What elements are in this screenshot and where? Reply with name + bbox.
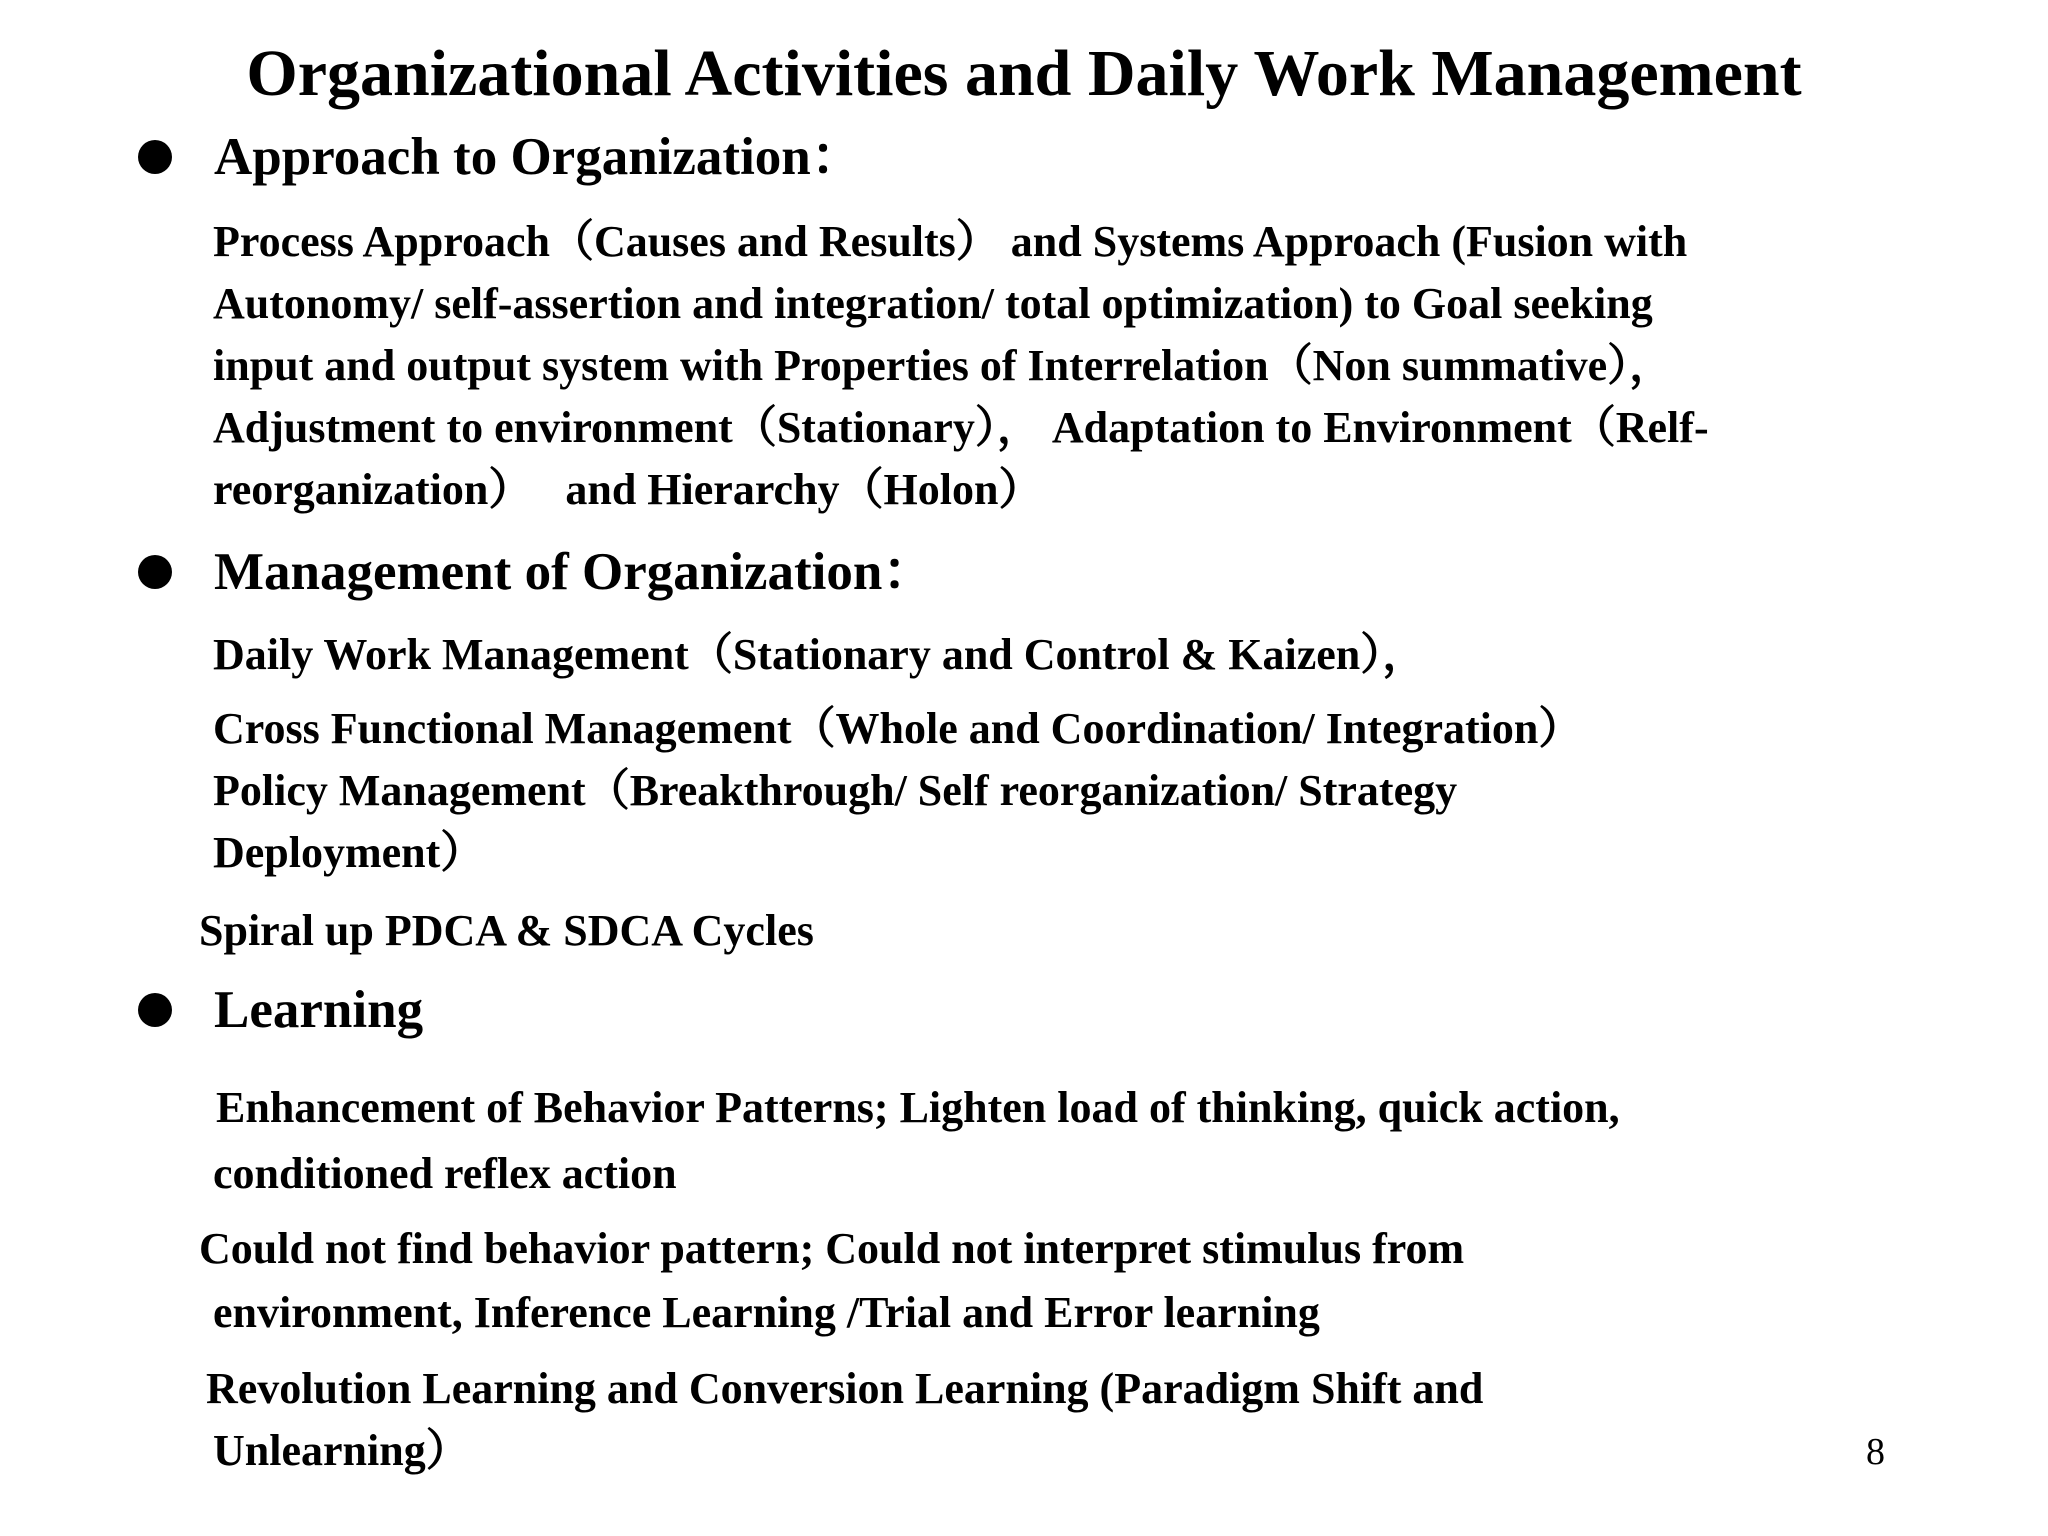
text-line: Adjustment to environment（Stationary）， Adaptation to Environment（Relf- — [213, 403, 1709, 452]
bullet-management-of-organization — [138, 537, 935, 607]
bullet-dot-icon — [138, 140, 172, 174]
text-line: Enhancement of Behavior Patterns; Lighten load of thinking, quick action, — [216, 1083, 1620, 1132]
text-line: environment, Inference Learning /Trial and Error learning — [213, 1288, 1320, 1337]
page-number: 8 — [1866, 1431, 1885, 1473]
text-line: Daily Work Management（Stationary and Control & Kaizen）， — [213, 630, 1427, 679]
text-line: Policy Management（Breakthrough/ Self reorganization/ Strategy — [213, 766, 1458, 815]
text-line: Could not find behavior pattern; Could not interpret stimulus from — [199, 1224, 1465, 1273]
text-line: reorganization） and Hierarchy（Holon） — [213, 465, 1043, 514]
text-line: input and output system with Properties of Interrelation（Non summative）， — [213, 341, 1674, 390]
text-line: Unlearning） — [213, 1426, 470, 1475]
bullet-heading: Approach to Organization： — [214, 128, 864, 186]
text-line: Revolution Learning and Conversion Learning (Paradigm Shift and — [206, 1364, 1484, 1413]
bullet-heading: Management of Organization： — [214, 543, 936, 601]
bullet-dot-icon — [138, 993, 172, 1027]
text-line: Deployment） — [213, 828, 485, 877]
text-line: Process Approach（Causes and Results） and Systems Approach (Fusion with — [213, 217, 1688, 266]
text-line: Spiral up PDCA & SDCA Cycles — [199, 906, 814, 955]
bullet-dot-icon — [138, 555, 172, 589]
bullet-approach-to-organization — [138, 122, 864, 192]
bullet-learning — [138, 975, 423, 1045]
text-line: Autonomy/ self-assertion and integration/ total optimization) to Goal seeking — [213, 279, 1653, 328]
slide-title: Organizational Activities and Daily Work Management — [246, 37, 1802, 110]
text-line: Cross Functional Management（Whole and Coordination/ Integration） — [213, 704, 1583, 753]
text-line: conditioned reflex action — [213, 1149, 677, 1198]
bullet-heading: Learning — [214, 981, 424, 1039]
